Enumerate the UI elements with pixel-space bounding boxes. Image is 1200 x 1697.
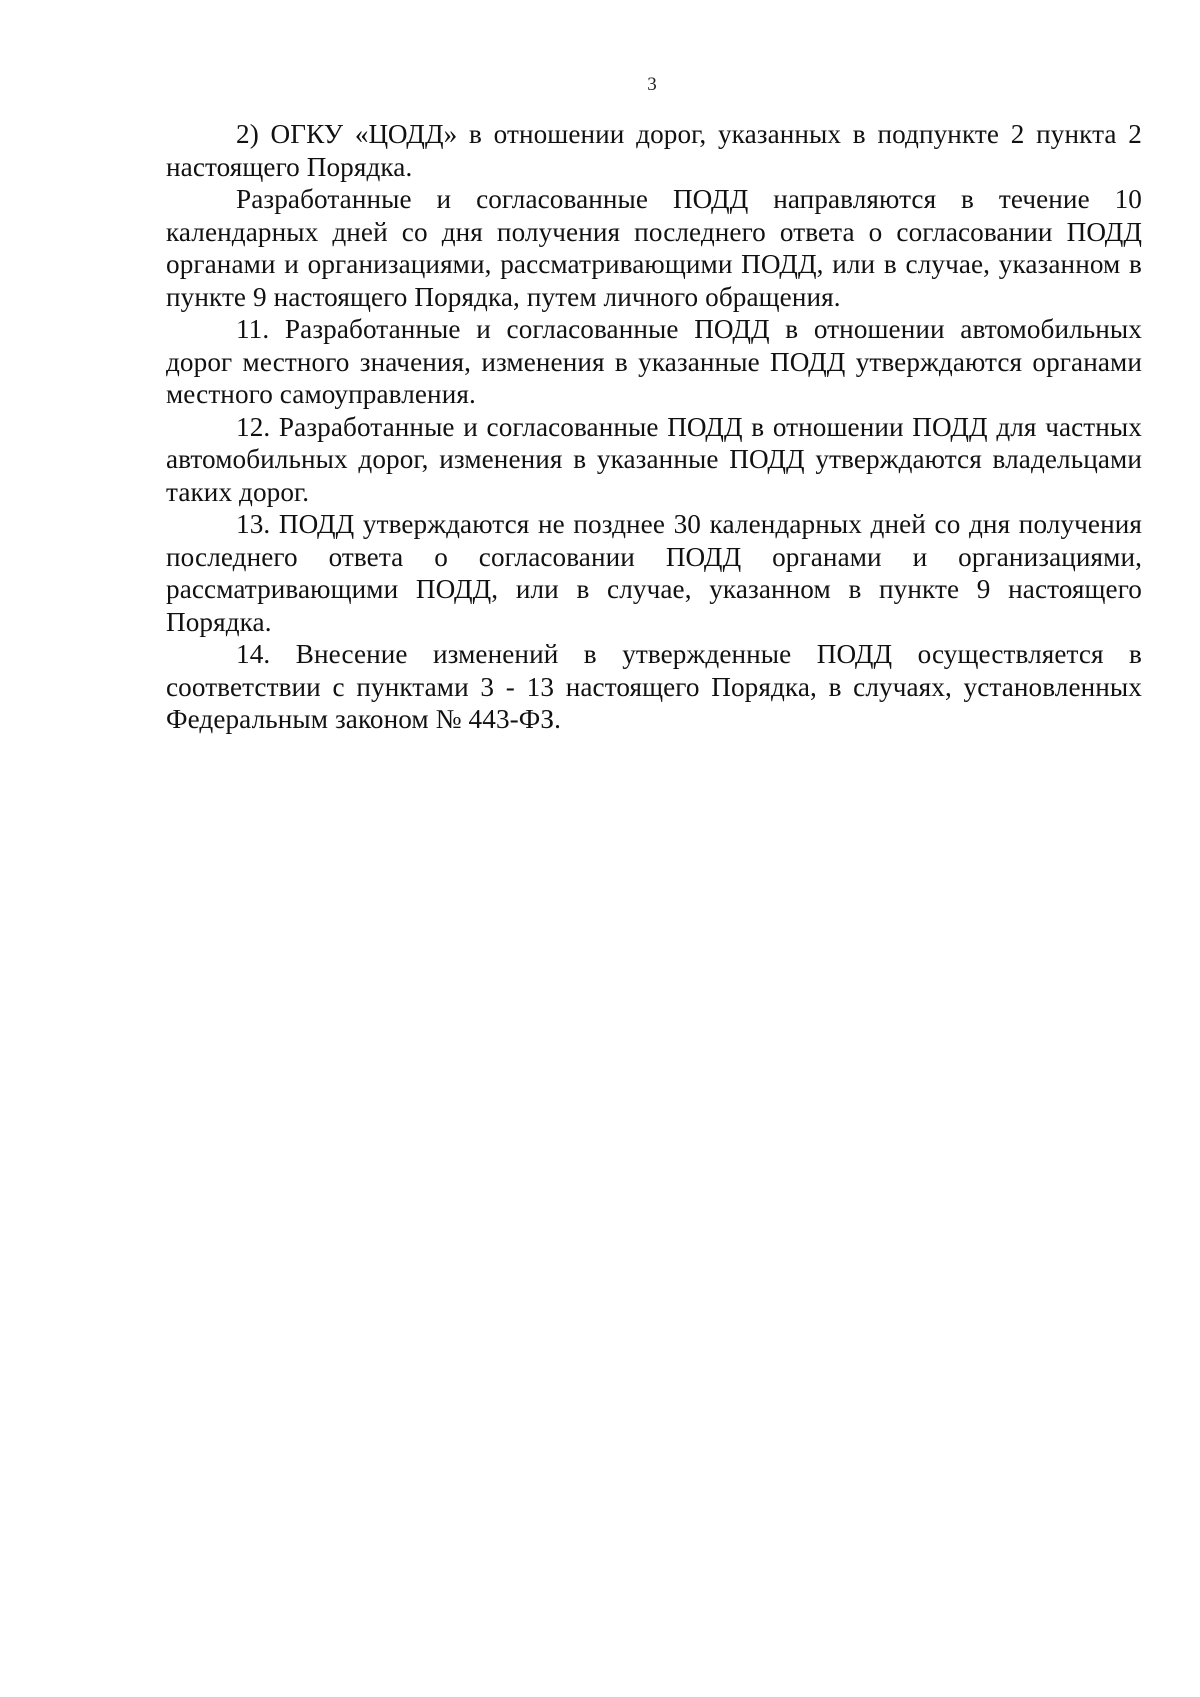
paragraph-submission: Разработанные и согласованные ПОДД направляются в течение 10 календарных дней со дня получения последнего ответа о согласовании ПОДД органами и организациями, рассматривающими ПОДД, или в случае, указанном в пункте 9 настоящего Порядка, путем личного обращения.: [166, 184, 1142, 312]
paragraph-item-14: 14. Внесение изменений в утвержденные ПОДД осуществляется в соответствии с пунктами 3 - 13 настоящего Порядка, в случаях, установленных Федеральным законом № 443-ФЗ.: [166, 639, 1142, 734]
paragraph-item-13: 13. ПОДД утверждаются не позднее 30 календарных дней со дня получения последнего ответа о согласовании ПОДД органами и организациями, рассматривающими ПОДД, или в случае, указанном в пункте 9 настоящего Порядка.: [166, 509, 1142, 637]
paragraph-item-12: 12. Разработанные и согласованные ПОДД в отношении ПОДД для частных автомобильных дорог, изменения в указанные ПОДД утверждаются владельцами таких дорог.: [166, 411, 1142, 507]
paragraph-subitem-2: 2) ОГКУ «ЦОДД» в отношении дорог, указанных в подпункте 2 пункта 2 настоящего Порядка.: [166, 119, 1142, 182]
page-number: 3: [647, 74, 657, 95]
paragraph-item-11: 11. Разработанные и согласованные ПОДД в отношении автомобильных дорог местного значения, изменения в указанные ПОДД утверждаются органами местного самоуправления.: [166, 314, 1142, 409]
document-body: [166, 118, 1142, 736]
